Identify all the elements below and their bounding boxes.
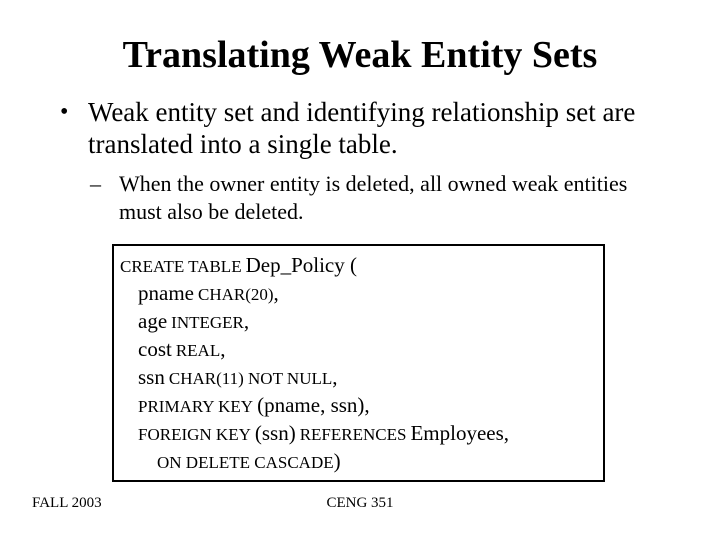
footer-date: FALL 2003: [32, 495, 102, 511]
bullet-mark: •: [60, 99, 69, 125]
code-punct: ): [333, 449, 341, 473]
sub-bullet-mark: –: [90, 171, 101, 196]
code-line-age: [138, 307, 249, 338]
code-punct: ,: [503, 421, 510, 445]
code-punct: ,: [273, 281, 279, 305]
code-keyword: PRIMARY KEY: [138, 397, 254, 416]
sql-code-box: [112, 244, 605, 482]
code-line-on-delete: [157, 447, 341, 478]
code-punct: ,: [220, 337, 226, 361]
code-keyword: REAL: [175, 341, 221, 360]
footer-course: CENG 351: [326, 495, 394, 511]
code-keyword: CHAR(20): [197, 285, 274, 304]
code-keyword: CREATE TABLE: [120, 257, 242, 276]
code-keyword: REFERENCES: [299, 425, 407, 444]
code-punct: ,: [332, 365, 338, 389]
code-identifier: (ssn): [254, 421, 296, 445]
code-keyword: CHAR(11) NOT NULL: [168, 369, 333, 388]
code-identifier: (pname, ssn): [257, 393, 365, 417]
code-line-cost: [138, 335, 225, 366]
code-identifier: Employees: [410, 421, 504, 445]
code-punct: ,: [243, 309, 250, 333]
code-identifier: pname: [138, 281, 194, 305]
code-keyword: INTEGER: [171, 313, 244, 332]
code-identifier: age: [138, 309, 168, 333]
code-keyword: FOREIGN KEY: [138, 425, 251, 444]
code-punct: ,: [364, 393, 370, 417]
code-line-create: [120, 251, 357, 282]
code-identifier: Dep_Policy (: [245, 253, 357, 277]
slide-title: Translating Weak Entity Sets: [122, 34, 598, 76]
code-line-pname: [138, 279, 279, 310]
code-line-foreign-key: [138, 419, 509, 450]
code-identifier: cost: [138, 337, 172, 361]
code-line-ssn: [138, 363, 338, 394]
sub-bullet-text: When the owner entity is deleted, all owned weak entities must also be deleted.: [119, 171, 628, 224]
code-identifier: ssn: [138, 365, 165, 389]
code-keyword: ON DELETE CASCADE: [157, 453, 334, 472]
bullet-text: Weak entity set and identifying relationship set are translated into a single table.: [88, 97, 636, 159]
code-line-primary-key: [138, 391, 370, 422]
